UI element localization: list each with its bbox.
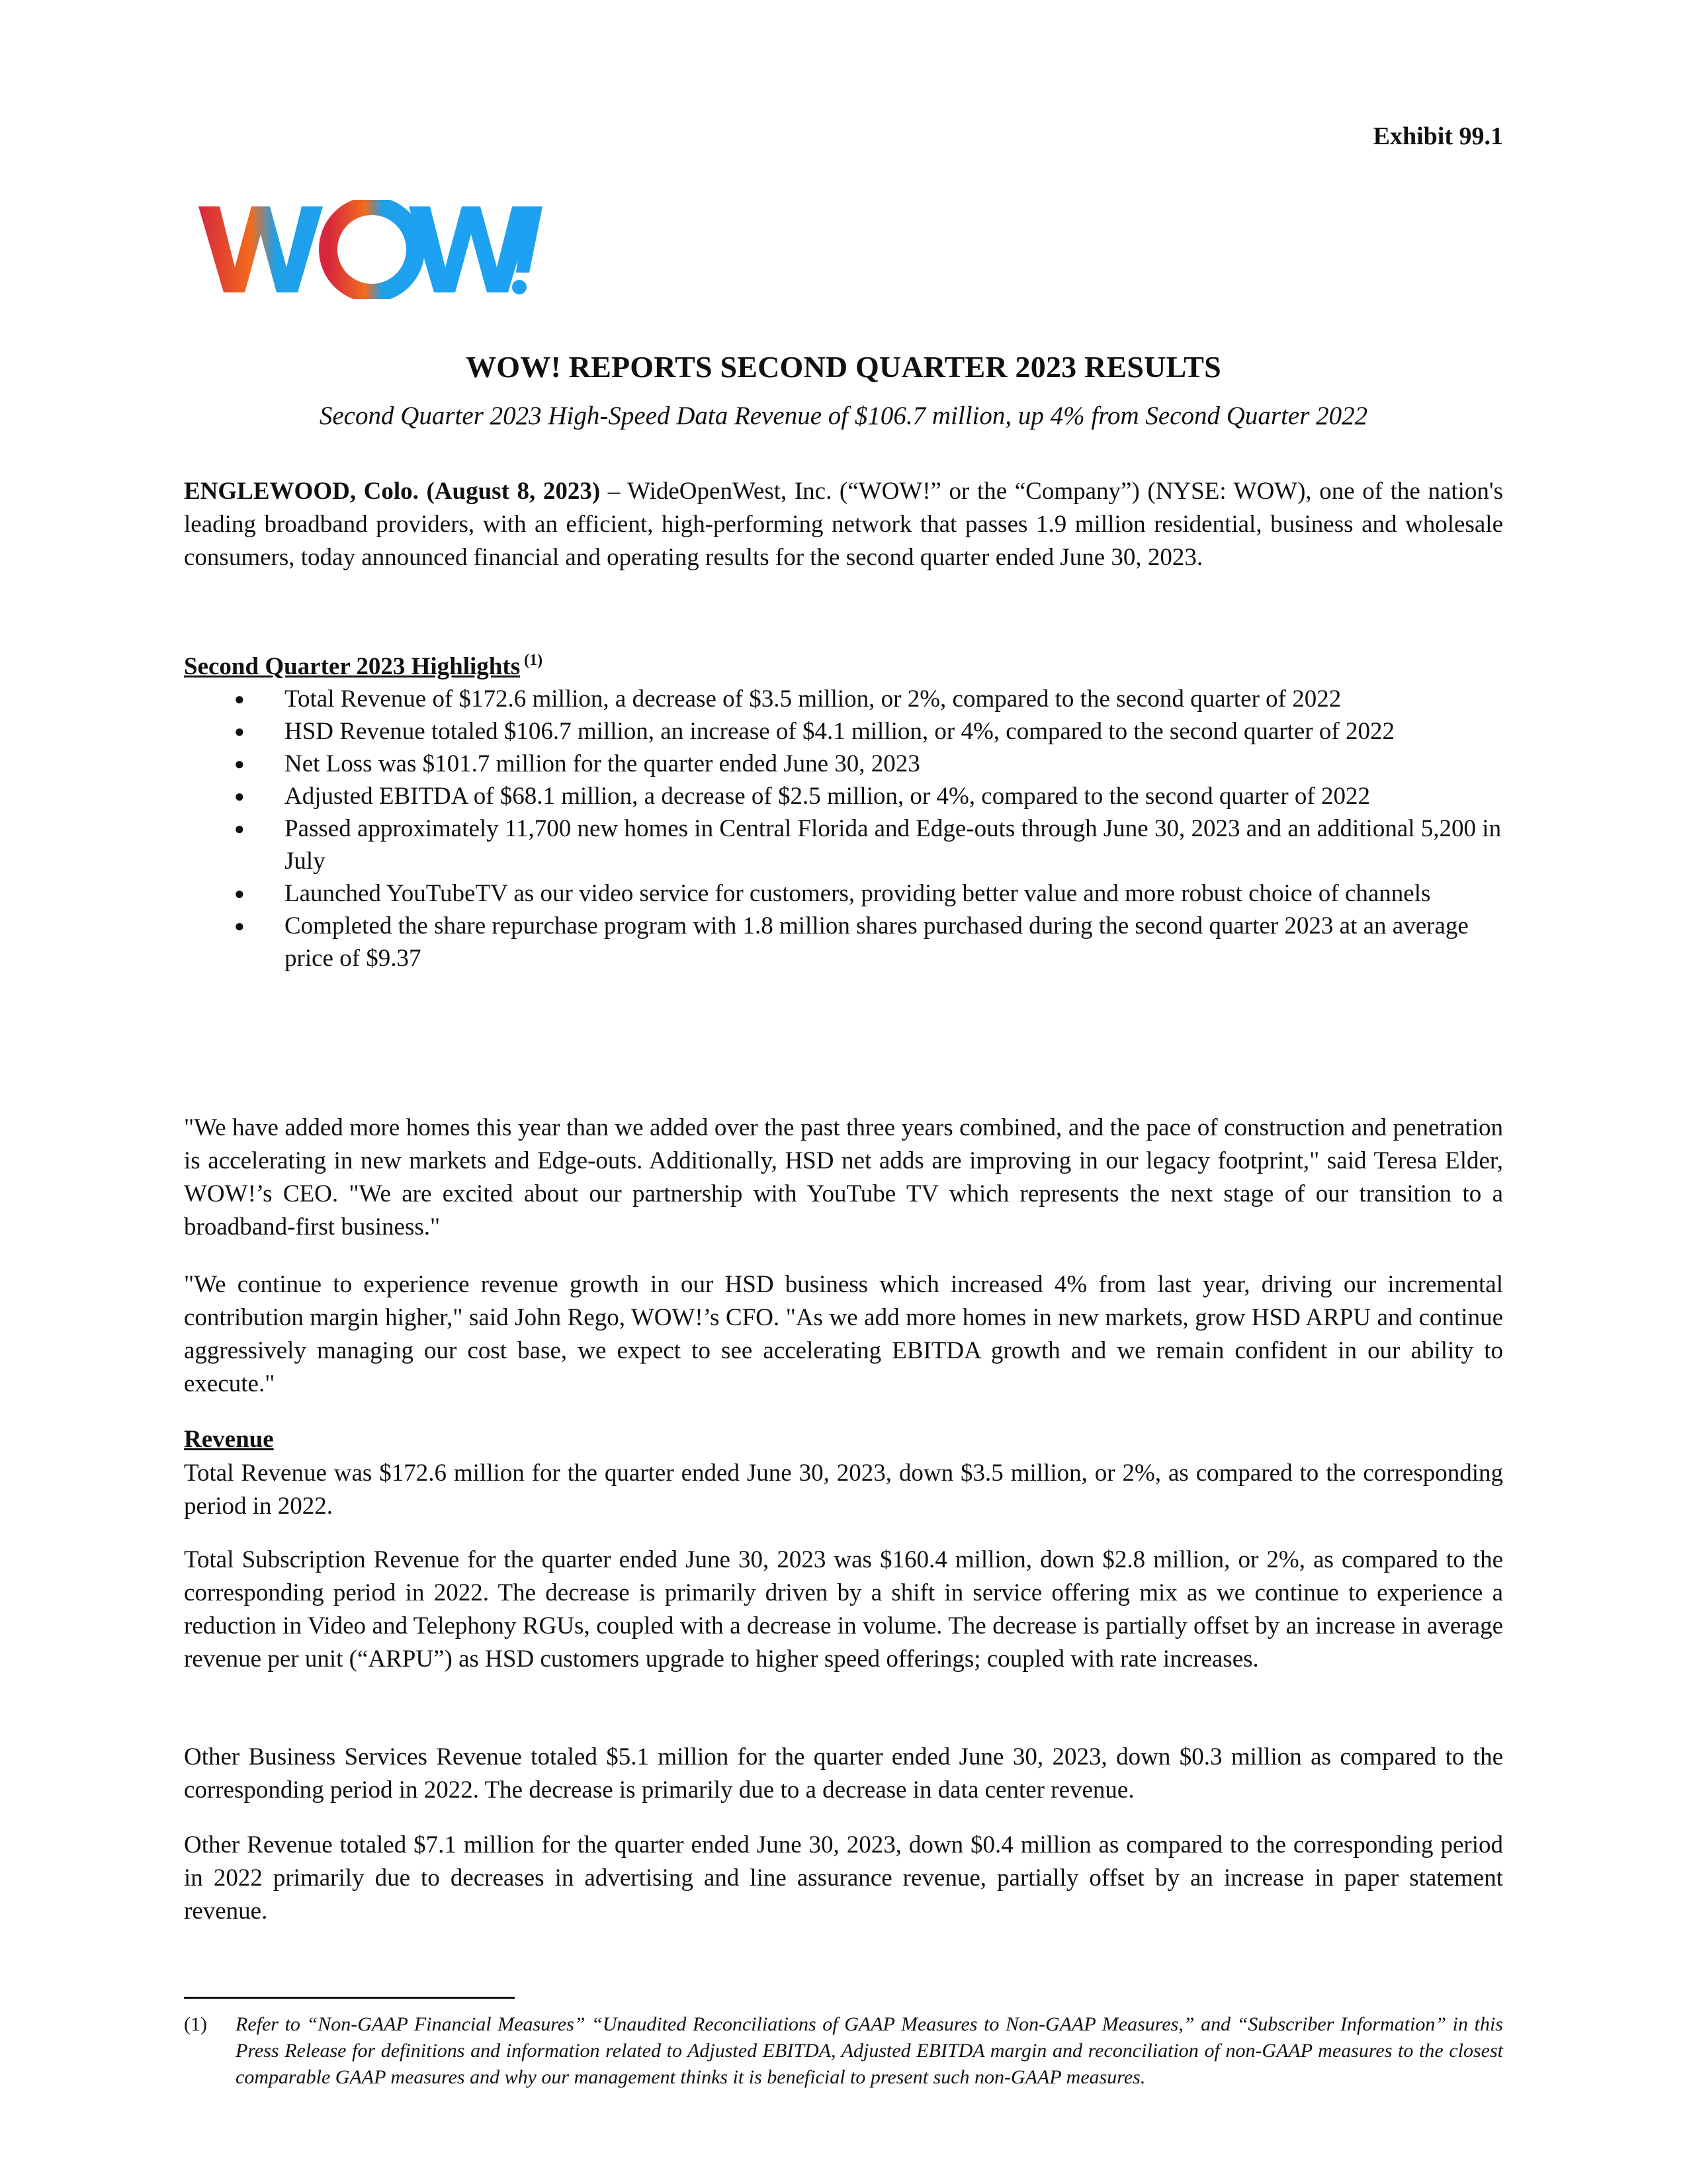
list-item: ● Net Loss was $101.7 million for the quarter ended June 30, 2023 xyxy=(184,748,1503,780)
list-item: ● Launched YouTubeTV as our video service for customers, providing better value and more robust choice of channels xyxy=(184,877,1503,910)
revenue-paragraph: Total Subscription Revenue for the quarter ended June 30, 2023 was $160.4 million, down $2.8 million, or 2%, as compared to the corresponding period in 2022. The decrease is primarily driven by a shift in service offering mix as we continue to experience a reduction in Video and Telephony RGUs, coupled with a decrease in volume. The decrease is partially offset by an increase in average revenue per unit (“ARPU”) as HSD customers upgrade to higher speed offerings; coupled with rate increases. xyxy=(184,1546,1503,1673)
exhibit-label: Exhibit 99.1 xyxy=(1373,122,1503,150)
cfo-quote: "We continue to experience revenue growth in our HSD business which increased 4% from last year, driving our incremental contribution margin higher," said John Rego, WOW!’s CFO. "As we add more homes in new markets, grow HSD ARPU and continue aggressively managing our cost base, we expect to see accelerating EBITDA growth and we remain confident in our ability to execute." xyxy=(184,1271,1503,1397)
footnote-mark: (1) xyxy=(184,2013,207,2035)
ceo-quote: "We have added more homes this year than we added over the past three years combined, and the pace of construction and penetration is accelerating in new markets and Edge-outs. Additionally, HSD net adds are improving in our legacy footprint," said Teresa Elder, WOW!’s CEO. "We are excited about our partnership with YouTube TV which represents the next stage of our transition to a broadband-first business." xyxy=(184,1114,1503,1241)
press-release-title: WOW! REPORTS SECOND QUARTER 2023 RESULTS xyxy=(466,350,1221,384)
list-item: ● Adjusted EBITDA of $68.1 million, a decrease of $2.5 million, or 4%, compared to the second quarter of 2022 xyxy=(184,780,1503,812)
list-item: ● Total Revenue of $172.6 million, a decrease of $3.5 million, or 2%, compared to the second quarter of 2022 xyxy=(184,683,1503,715)
footnote-ref: (1) xyxy=(524,652,543,669)
highlights-heading xyxy=(184,652,542,681)
intro-paragraph xyxy=(184,475,1503,574)
wow-logo xyxy=(198,200,542,299)
highlights-heading-text: Second Quarter 2023 Highlights xyxy=(184,653,521,680)
press-release-subtitle: Second Quarter 2023 High-Speed Data Revenue of $106.7 million, up 4% from Second Quarter 2022 xyxy=(319,402,1368,430)
revenue-paragraph: Total Revenue was $172.6 million for the quarter ended June 30, 2023, down $3.5 million, or 2%, as compared to the corresponding period in 2022. xyxy=(184,1460,1503,1520)
footnote-text: Refer to “Non-GAAP Financial Measures” “Unaudited Reconciliations of GAAP Measures to Non-GAAP Measures,” and “Subscriber Information” in this Press Release for definitions and information related to Adjusted EBITDA, Adjusted EBITDA margin and reconciliation of non-GAAP measures to the closest comparable GAAP measures and why our management thinks it is beneficial to present such non-GAAP measures. xyxy=(236,2013,1503,2088)
document-page xyxy=(184,0,1503,2184)
intro-text: – WideOpenWest, Inc. (“WOW!” or the “Company”) (NYSE: WOW), one of the nation's leading broadband providers, with an efficient, high-performing network that passes 1.9 million residential, business and wholesale consumers, today announced financial and operating results for the second quarter ended June 30, 2023. xyxy=(184,478,1503,571)
revenue-paragraph: Other Revenue totaled $7.1 million for the quarter ended June 30, 2023, down $0.4 million as compared to the corresponding period in 2022 primarily due to decreases in advertising and line assurance revenue, partially offset by an increase in paper statement revenue. xyxy=(184,1831,1503,1925)
list-item: ● Passed approximately 11,700 new homes in Central Florida and Edge-outs through June 30, 2023 and an additional 5,200 in July xyxy=(184,812,1503,877)
list-item: ● Completed the share repurchase program with 1.8 million shares purchased during the second quarter 2023 at an average price of $9.37 xyxy=(184,910,1503,975)
list-item: ● HSD Revenue totaled $106.7 million, an increase of $4.1 million, or 4%, compared to the second quarter of 2022 xyxy=(184,715,1503,748)
dateline: ENGLEWOOD, Colo. (August 8, 2023) xyxy=(184,478,601,505)
revenue-heading: Revenue xyxy=(184,1426,274,1453)
revenue-paragraph: Other Business Services Revenue totaled $5.1 million for the quarter ended June 30, 2023, down $0.3 million as compared to the corresponding period in 2022. The decrease is primarily due to a decrease in data center revenue. xyxy=(184,1743,1503,1804)
footnote-divider xyxy=(184,1997,515,1999)
highlights-list xyxy=(184,683,1503,975)
footnote xyxy=(184,2011,1503,2091)
